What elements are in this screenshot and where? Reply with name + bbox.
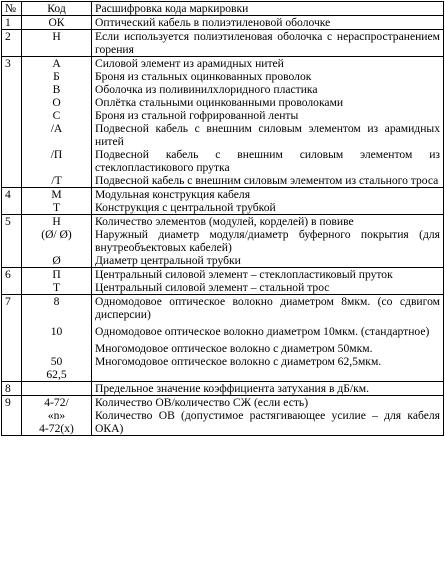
row-number: 4 — [2, 188, 22, 215]
table-row — [2, 16, 444, 30]
code-value: А — [52, 57, 61, 70]
code-value: В — [52, 83, 61, 96]
table-row — [2, 30, 444, 57]
code-description: Подвесной кабель с внешним силовым элементом из стеклопластикового прутка — [95, 148, 440, 174]
code-description: Оптический кабель в полиэтиленовой оболочке — [95, 16, 331, 29]
code-description: Одномодовое оптическое волокно диаметром 8мкм. (со сдвигом дисперсии) — [95, 295, 440, 321]
code-value: Т — [52, 201, 61, 214]
code-description: Центральный силовой элемент – стеклопластиковый пруток — [95, 268, 393, 281]
header-desc: Расшифровка кода маркировки — [92, 2, 444, 16]
code-description: Наружный диаметр модуля/диаметр буферного покрытия (для внутреобъектовых кабелей) — [95, 228, 440, 254]
code-value: /А — [50, 122, 63, 135]
row-number: 8 — [2, 382, 22, 396]
table-row — [2, 396, 444, 436]
marking-code-table — [1, 1, 444, 436]
code-description: Модульная конструкция кабеля — [95, 188, 251, 201]
code-value: «n» — [47, 409, 66, 422]
code-description: Предельное значение коэффициента затухания в дБ/км. — [95, 382, 370, 395]
code-value: /Т — [51, 174, 62, 187]
code-description: Многомодовое оптическое волокно с диаметром 62,5мкм. — [95, 355, 382, 368]
table-row — [2, 268, 444, 295]
code-description: Оболочка из поливинилхлоридного пластика — [95, 83, 318, 96]
code-value: 8 — [53, 295, 60, 308]
code-description: Количество элементов (модулей, корделей) в повиве — [95, 215, 354, 228]
code-description: Силовой элемент из арамидных нитей — [95, 57, 284, 70]
table-row — [2, 215, 444, 268]
row-number: 5 — [2, 215, 22, 268]
code-value: П — [52, 268, 61, 281]
table-row — [2, 382, 444, 396]
code-value: ОК — [48, 16, 65, 29]
code-value: 10 — [50, 325, 63, 338]
code-description: Подвесной кабель с внешним силовым элементом из арамидных нитей — [95, 122, 440, 148]
code-value: 4-72(x) — [39, 422, 74, 435]
code-value: М — [51, 188, 62, 201]
code-description: Многомодовое оптическое волокно с диаметром 50мкм. — [95, 342, 373, 355]
code-value: Н — [52, 215, 61, 228]
table-row — [2, 57, 444, 188]
code-value: Н — [52, 30, 61, 43]
code-value: 62,5 — [46, 368, 67, 381]
code-description: Конструкция с центральной трубкой — [95, 201, 276, 214]
code-value: 50 — [50, 355, 63, 368]
row-number: 7 — [2, 295, 22, 382]
header-code: Код — [22, 2, 92, 16]
row-number: 6 — [2, 268, 22, 295]
code-description: Количество ОВ/количество СЖ (если есть) — [95, 396, 309, 409]
code-value: Т — [52, 281, 61, 294]
code-value: (Ø/ Ø) — [41, 228, 72, 241]
code-value: С — [52, 109, 61, 122]
code-value: /П — [50, 148, 63, 161]
code-value: 4-72/ — [44, 396, 69, 409]
row-number: 1 — [2, 16, 22, 30]
code-value — [25, 382, 88, 395]
code-description: Центральный силовой элемент – стальной трос — [95, 281, 330, 294]
table-row — [2, 188, 444, 215]
row-number: 9 — [2, 396, 22, 436]
code-description: Количество ОВ (допустимое растягивающее усилие – для кабеля ОКА) — [95, 409, 440, 435]
code-value: Ø — [52, 254, 61, 267]
code-description: Если используется полиэтиленовая оболочка с нераспространением горения — [95, 30, 440, 56]
code-description: Оплётка стальными оцинкованными проволоками — [95, 96, 344, 109]
row-number: 2 — [2, 30, 22, 57]
code-value: О — [52, 96, 61, 109]
code-description: Броня из стальной гофрированной ленты — [95, 109, 299, 122]
code-description: Подвесной кабель с внешним силовым элементом из стального троса — [95, 174, 439, 187]
code-description: Диаметр центральной трубки — [95, 254, 241, 267]
header-num: № — [2, 2, 22, 16]
row-number: 3 — [2, 57, 22, 188]
code-description: Броня из стальных оцинкованных проволок — [95, 70, 312, 83]
code-description: Одномодовое оптическое волокно диаметром 10мкм. (стандартное) — [95, 325, 430, 338]
table-row — [2, 295, 444, 382]
code-value: Б — [53, 70, 60, 83]
table-header-row — [2, 2, 444, 16]
